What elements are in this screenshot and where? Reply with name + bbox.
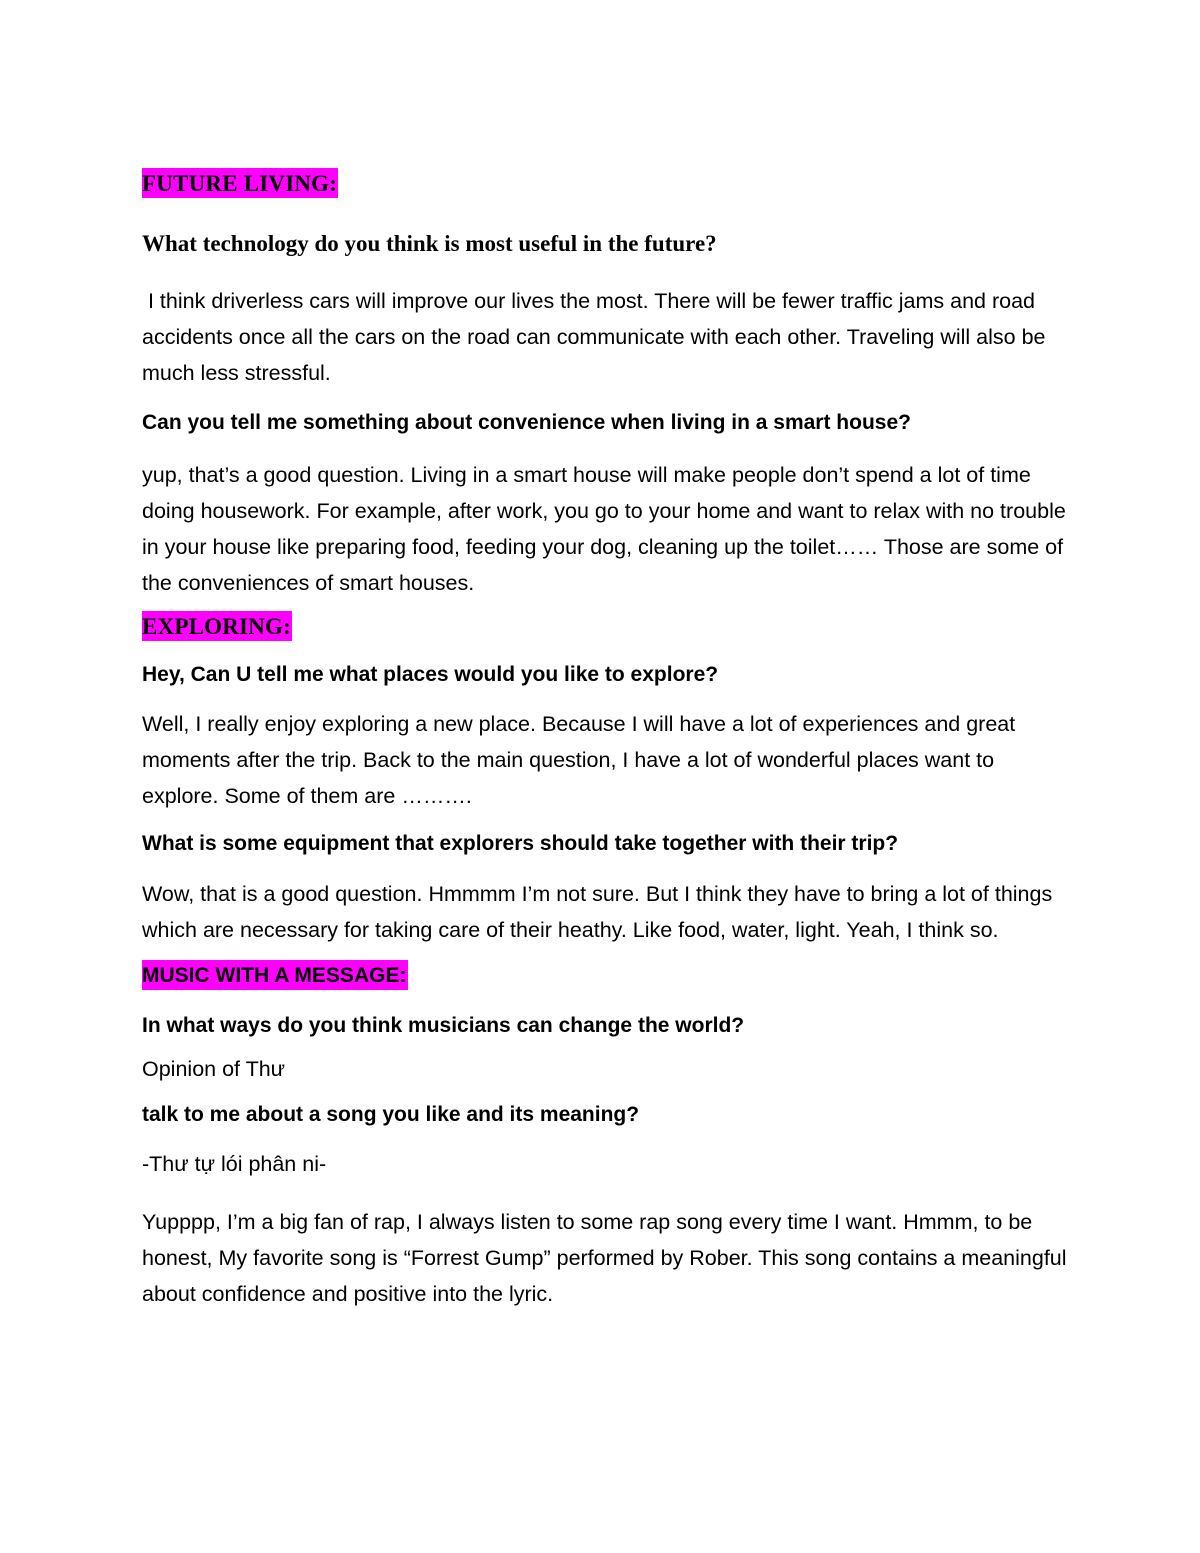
answer-song-note: -Thư tự lói phân ni- bbox=[142, 1152, 327, 1176]
answer-song: Yupppp, I’m a big fan of rap, I always listen to some rap song every time I want. Hmmm, to be honest, My favorite song is “Forrest Gump” performed by Rober. This song contains a meaningful about confidence and positive into the lyric. bbox=[142, 1210, 1067, 1306]
question-places-explore: Hey, Can U tell me what places would you like to explore? bbox=[142, 663, 719, 686]
question-song: talk to me about a song you like and its meaning? bbox=[142, 1103, 640, 1126]
document-page bbox=[142, 168, 1072, 1312]
section-heading-exploring: EXPLORING: bbox=[142, 611, 292, 641]
answer-technology: I think driverless cars will improve our lives the most. There will be fewer traffic jams and road accidents once all the cars on the road can communicate with each other. Traveling will also be much less stressful. bbox=[142, 289, 1052, 385]
answer-places-explore: Well, I really enjoy exploring a new place. Because I will have a lot of experiences and great moments after the trip. Back to the main question, I have a lot of wonderful places want to explore. Some of them are ………. bbox=[142, 712, 1016, 808]
section-music bbox=[142, 960, 1072, 994]
answer-equipment: Wow, that is a good question. Hmmmm I’m not sure. But I think they have to bring a lot of things which are necessary for taking care of their heathy. Like food, water, light. Yeah, I think so. bbox=[142, 882, 1053, 942]
answer-musicians: Opinion of Thư bbox=[142, 1057, 286, 1081]
question-equipment: What is some equipment that explorers should take together with their trip? bbox=[142, 832, 899, 855]
question-smart-house: Can you tell me something about convenience when living in a smart house? bbox=[142, 411, 911, 434]
section-heading-future-living: FUTURE LIVING: bbox=[142, 168, 338, 198]
question-technology: What technology do you think is most useful in the future? bbox=[142, 231, 717, 256]
section-future-living bbox=[142, 168, 1072, 204]
section-exploring bbox=[142, 611, 1072, 647]
answer-smart-house: yup, that’s a good question. Living in a smart house will make people don’t spend a lot of time doing housework. For example, after work, you go to your home and want to relax with no trouble in your house like preparing food, feeding your dog, cleaning up the toilet…… Those are some of the conveniences of smart houses. bbox=[142, 463, 1066, 595]
question-musicians: In what ways do you think musicians can change the world? bbox=[142, 1014, 745, 1037]
section-heading-music: MUSIC WITH A MESSAGE: bbox=[142, 960, 408, 990]
